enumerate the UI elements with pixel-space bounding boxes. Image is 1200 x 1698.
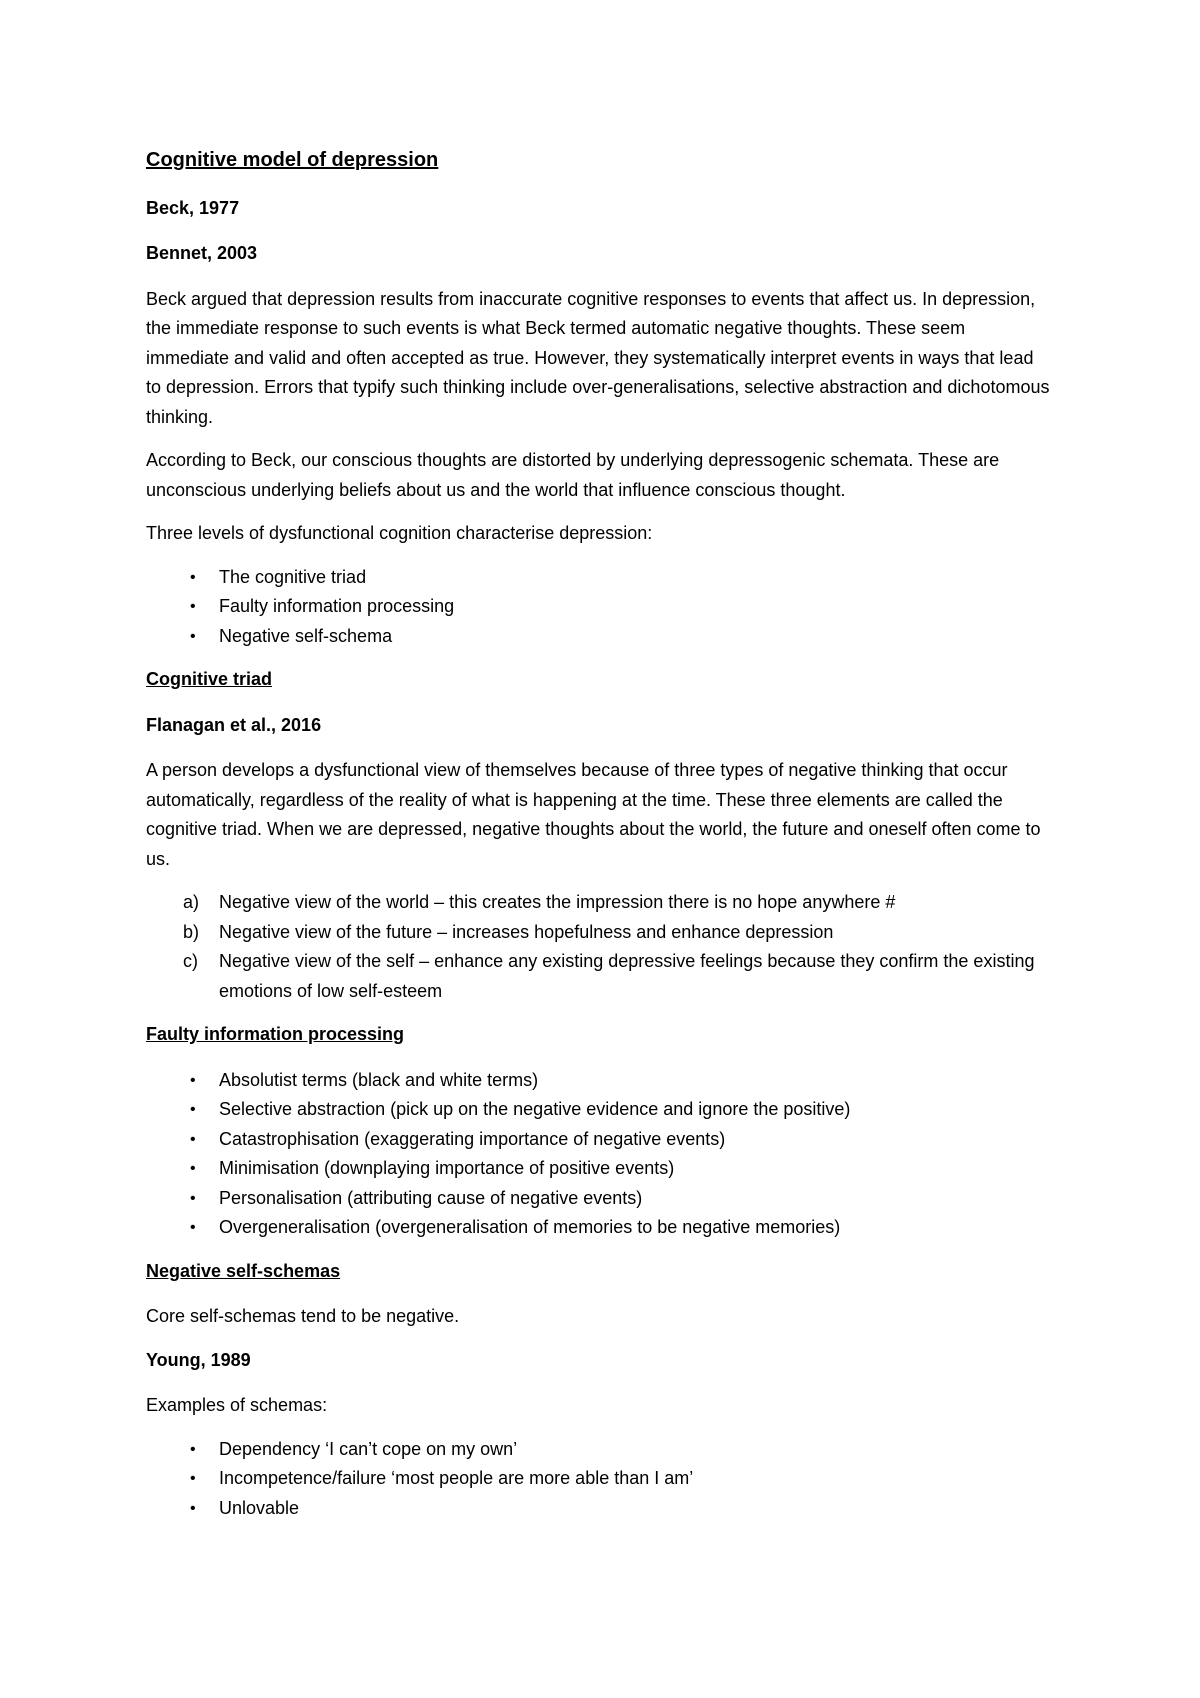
list-item-text: Negative view of the self – enhance any existing depressive feelings because they confirm the existing emotions of low self-esteem xyxy=(219,951,1035,1001)
citation-bennet: Bennet, 2003 xyxy=(146,243,258,263)
citation-flanagan: Flanagan et al., 2016 xyxy=(146,714,322,735)
list-item xyxy=(146,1184,1050,1214)
list-letter: c) xyxy=(183,951,198,971)
list-item-text: Faulty information processing xyxy=(219,596,455,616)
faulty-processing-list xyxy=(146,1066,1050,1243)
paragraph-levels-intro: Three levels of dysfunctional cognition characterise depression: xyxy=(146,523,653,543)
list-item-text: Overgeneralisation (overgeneralisation of memories to be negative memories) xyxy=(219,1217,841,1237)
list-item-text: Catastrophisation (exaggerating importance of negative events) xyxy=(219,1128,726,1149)
section-heading-faulty-processing: Faulty information processing xyxy=(146,1024,405,1044)
list-item xyxy=(146,1095,1050,1125)
document-title: Cognitive model of depression xyxy=(146,149,439,171)
bullet-marker: • xyxy=(190,1440,196,1458)
citation-young: Young, 1989 xyxy=(146,1349,251,1370)
schema-examples-list xyxy=(146,1435,1050,1524)
bullet-marker: • xyxy=(190,1071,196,1089)
bullet-marker: • xyxy=(190,1219,196,1236)
bullet-marker: • xyxy=(190,1160,196,1177)
list-item-text: Negative view of the world – this creates the impression there is no hope anywhere # xyxy=(219,892,896,912)
citation-beck: Beck, 1977 xyxy=(146,197,240,218)
paragraph-core-schemas: Core self-schemas tend to be negative. xyxy=(146,1306,460,1326)
bullet-marker: • xyxy=(190,1499,196,1517)
list-item-text: Absolutist terms (black and white terms) xyxy=(219,1069,539,1090)
list-item xyxy=(146,1066,1050,1096)
list-item-text: Negative self-schema xyxy=(219,625,393,646)
bullet-marker: • xyxy=(190,1189,196,1207)
list-item-text: The cognitive triad xyxy=(219,566,367,587)
list-item-text: Selective abstraction (pick up on the negative evidence and ignore the positive) xyxy=(219,1099,851,1119)
list-item xyxy=(146,947,1050,1006)
list-letter: b) xyxy=(183,921,200,942)
list-item xyxy=(146,592,1050,622)
list-item xyxy=(146,888,1050,918)
list-item xyxy=(146,918,1050,948)
bullet-marker: • xyxy=(190,1470,196,1487)
section-heading-negative-self-schemas: Negative self-schemas xyxy=(146,1260,341,1281)
list-item xyxy=(146,563,1050,593)
list-item-text: Minimisation (downplaying importance of positive events) xyxy=(219,1158,675,1178)
list-item-text: Dependency ‘I can’t cope on my own’ xyxy=(219,1438,518,1459)
list-item-text: Personalisation (attributing cause of negative events) xyxy=(219,1187,643,1208)
bullet-marker: • xyxy=(190,1101,196,1118)
list-item xyxy=(146,1494,1050,1524)
list-item-text: Unlovable xyxy=(219,1497,300,1518)
list-item-text: Incompetence/failure ‘most people are more able than I am’ xyxy=(219,1468,694,1488)
list-item xyxy=(146,1464,1050,1494)
paragraph-beck-argument: Beck argued that depression results from inaccurate cognitive responses to events that affect us. In depression, the immediate response to such events is what Beck termed automatic negative thoughts. These seem immediate and valid and often accepted as true. However, they systematically interpret events in ways that lead to depression. Errors that typify such thinking include over-generalisations, selective abstraction and dichotomous thinking. xyxy=(146,288,1050,427)
levels-list xyxy=(146,563,1050,652)
list-letter: a) xyxy=(183,892,200,912)
list-item xyxy=(146,1213,1050,1243)
bullet-marker: • xyxy=(190,627,196,645)
list-item xyxy=(146,1125,1050,1155)
list-item xyxy=(146,1435,1050,1465)
paragraph-schemata: According to Beck, our conscious thoughts are distorted by underlying depressogenic schemata. These are unconscious underlying beliefs about us and the world that influence conscious thought. xyxy=(146,450,1000,500)
paragraph-schema-examples-intro: Examples of schemas: xyxy=(146,1395,328,1415)
section-heading-cognitive-triad: Cognitive triad xyxy=(146,669,273,689)
list-item-text: Negative view of the future – increases hopefulness and enhance depression xyxy=(219,921,834,942)
bullet-marker: • xyxy=(190,598,196,615)
list-item xyxy=(146,1154,1050,1184)
triad-list xyxy=(146,888,1050,1006)
bullet-marker: • xyxy=(190,1130,196,1148)
paragraph-triad: A person develops a dysfunctional view of themselves because of three types of negative thinking that occur automatically, regardless of the reality of what is happening at the time. These three elements are called the cognitive triad. When we are depressed, negative thoughts about the world, the future and oneself often come to us. xyxy=(146,760,1041,869)
bullet-marker: • xyxy=(190,568,196,586)
list-item xyxy=(146,622,1050,652)
